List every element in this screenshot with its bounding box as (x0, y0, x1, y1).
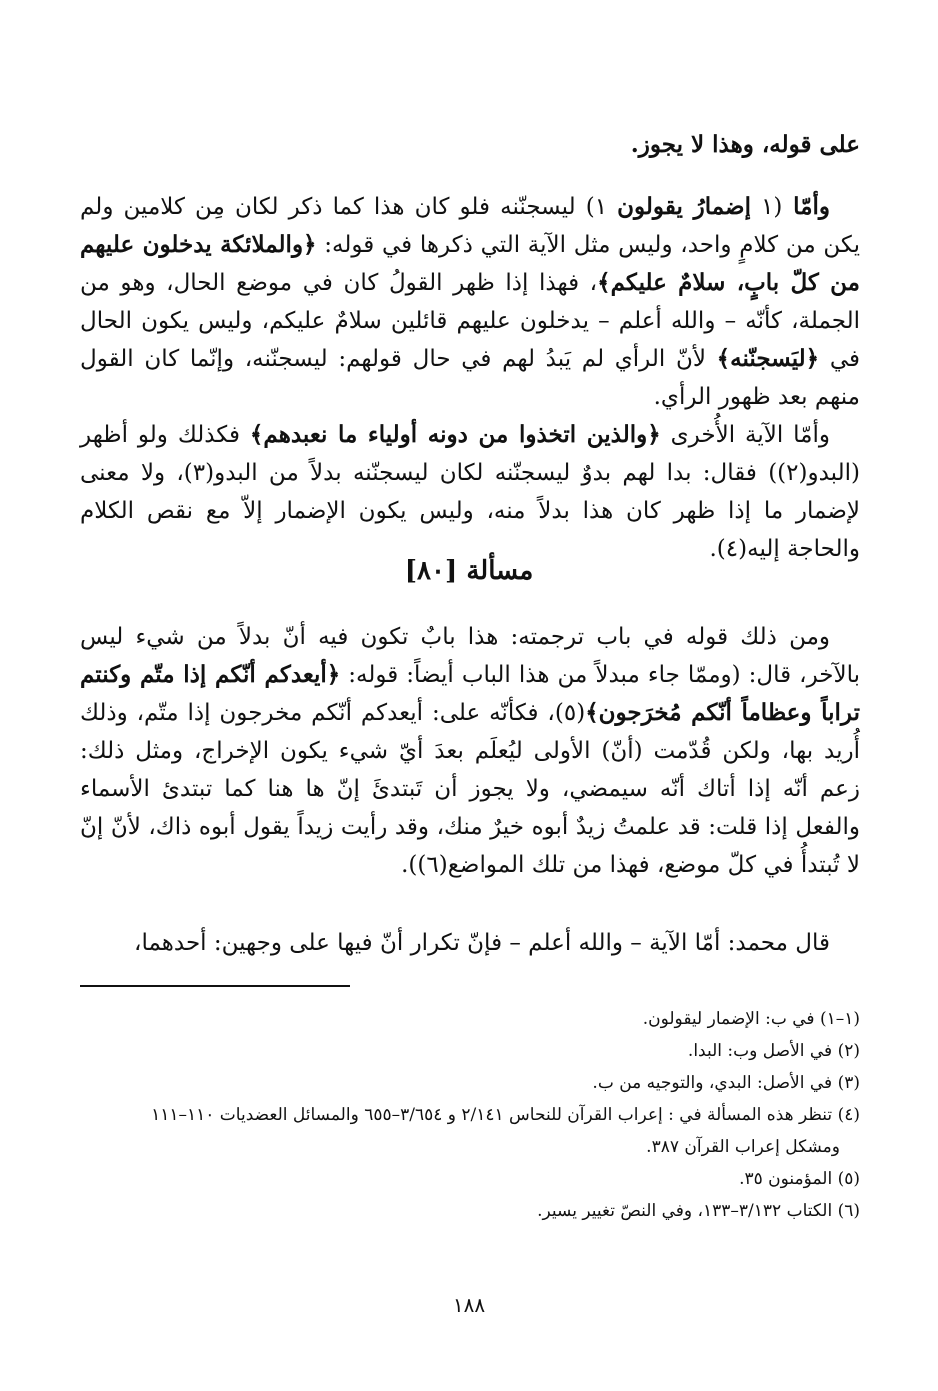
p2-run-2: إضمارُ يقولون (617, 193, 751, 220)
p3-run-6: ، ولا معنى لإضمار ما إذا ظهر كان هذا بدلاً منه، وليس يكون الإضمار إلاّ مع نقص الكلام والحاجة إليه (80, 460, 860, 562)
paragraph-2 (80, 188, 860, 416)
p3-run-4: ) فقال: بدا لهم بدوٌ ليسجنّنه لكان ليسجنّنه بدلاً من البدو (214, 460, 778, 486)
p5-run-0: قال محمد: أمّا الآية – والله أعلم – فإنّ تكرار أنّ فيها على وجهين: أحدهما، (134, 930, 830, 956)
footnote-1: (١–١) في ب: الإضمار ليقولون. (642, 1009, 860, 1029)
footnote-6: (٦) الكتاب ٣/١٣٢–١٣٣، وفي النصّ تغيير يسير. (537, 1201, 860, 1221)
footnote-divider (80, 985, 350, 987)
page-number: ١٨٨ (452, 1293, 486, 1317)
footnote-4-continued: ومشكل إعراب القرآن ٣٨٧. (646, 1137, 840, 1157)
footnote-4: (٤) تنظر هذه المسألة في : إعراب القرآن للنحاس ٢/١٤١ و ٣/٦٥٤–٦٥٥ والمسائل العضديات ١١٠–١١١ (151, 1105, 860, 1125)
p3-run-2: فكذلك ولو أظهر (البدو (80, 422, 860, 486)
p4-run-3: ، فكأنّه على: أيعدكم أنّكم مخرجون إذا متّم، وذلك أُريد بها، ولكن قُدّمت (أنّ) الأولى ليُعلَم بعدَ أيّ شيء يكون الإخراج، ومثل ذلك: زعم أنّه إذا أتاك أنّه سيمضي، ولا يجوز أن تَبتدئَ إنّ ها هنا كما تبتدئ الأسماء والفعل إذا قلت: قد علمتُ زيدٌ أبوه خيرٌ منك، وقد رأيت زيداً يقول أبوه ذاك، لأنّ إنّ لا تُبتدأُ في كلّ موضع، فهذا من تلك المواضع (80, 700, 860, 878)
p2-run-7: لأنّ الرأي لم يَبدُ لهم في حال قولهم: ليسجنّنه، وإنّما كان القول منهم بعد ظهور الرأي. (80, 346, 860, 410)
p4-run-0: ومن ذلك قوله في باب ترجمته: هذا بابٌ تكون فيه أنّ بدلاً من شيء ليس بالآخر، قال: (وممّا جاء مبدلاً من هذا الباب أيضاً: قوله: (80, 624, 861, 688)
p3-run-7: (٤) (716, 536, 748, 562)
p2-run-4: ﴿والملائكة يدخلون عليهم من كلّ بابٍ، سلامٌ عليكم﴾ (80, 231, 860, 296)
footnote-2: (٢) في الأصل وب: البدا. (687, 1041, 860, 1061)
footnote-5: (٥) المؤمنون ٣٥. (739, 1169, 860, 1189)
footnote-3: (٣) في الأصل: البدي، والتوجيه من ب. (592, 1073, 860, 1093)
p2-run-6: ﴿ليَسجنّنه﴾ (716, 345, 820, 372)
p3-run-3: (٢) (777, 460, 808, 486)
paragraph-4 (80, 618, 860, 884)
p1-run-0: على قوله، وهذا لا يجوز. (630, 131, 860, 158)
paragraph-3 (80, 416, 860, 568)
p3-run-1: ﴿والذين اتخذوا من دونه أولياء ما نعبدهم﴾ (249, 421, 661, 448)
p2-run-3: ١) ليسجنّنه فلو كان هذا كما ذكر لكان مِن كلامين ولم يكن من كلامٍ واحد، وليس مثل الآية التي ذكرها في قوله: (80, 194, 860, 258)
p3-run-0: وأمّا الآية الأُخرى (660, 422, 831, 448)
p3-run-8: . (709, 536, 717, 562)
paragraph-5 (80, 924, 860, 962)
p4-run-5: ). (401, 852, 418, 878)
p4-run-4: (٦) (417, 852, 448, 878)
section-heading: مسألة [٨٠] (404, 556, 534, 586)
p2-run-1: (١ (750, 194, 783, 220)
p2-run-0: وأمّا (782, 193, 831, 220)
p4-run-2: (٥) (554, 700, 586, 726)
paragraph-1 (80, 126, 860, 164)
footnotes (80, 1003, 860, 1227)
p2-run-5: ، فهذا إذا ظهر القولُ كان في موضع الحال، وهو من الجملة، كأنّه – والله أعلم – يدخلون عليهم قائلين سلامٌ عليكم، وليس يكون الحال في (80, 270, 860, 372)
p4-run-1: ﴿أيعدكم أنّكم إذا متّم وكنتم تراباً وعظاماً أنّكم مُخرَجون﴾ (80, 661, 860, 726)
p3-run-5: (٣) (183, 460, 215, 486)
